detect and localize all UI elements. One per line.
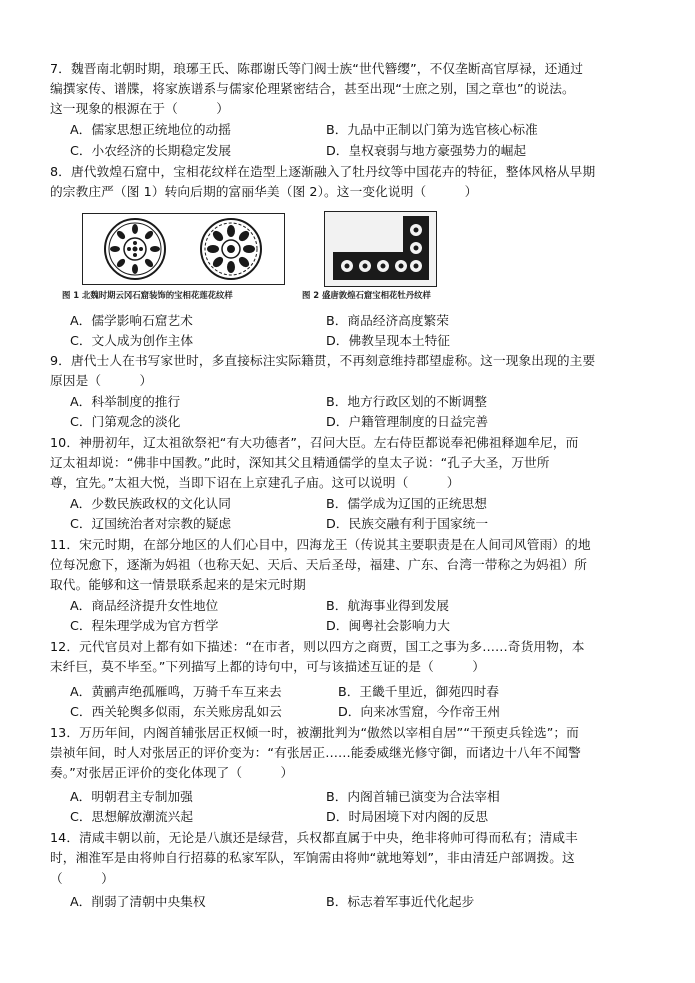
q8-option-b[interactable]: B．商品经济高度繁荣 [326, 313, 449, 328]
q8-option-a[interactable]: A．儒学影响石窟艺术 [70, 313, 193, 328]
q7-option-a[interactable]: A．儒家思想正统地位的动摇 [70, 122, 231, 137]
q11-option-c[interactable]: C．程朱理学成为官方哲学 [70, 618, 219, 633]
figure-1-lotus-pattern [82, 213, 285, 285]
q14-option-a[interactable]: A．削弱了清朝中央集权 [70, 894, 206, 909]
q12-stem-line-2: 末纤巨，莫不毕至。”下列描写上都的诗句中，可与该描述互证的是（ ） [50, 659, 486, 674]
figure-1-caption: 图 1 北魏时期云冈石窟装饰的宝相花莲花纹样 [62, 290, 233, 300]
q12-option-d[interactable]: D．向来冰雪窟，今作帝王州 [338, 704, 501, 719]
q13-stem-line-1: 13．万历年间，内阁首辅张居正权倾一时，被潮批判为“傲然以宰相自居”“干预吏兵铨选”；而 [50, 725, 579, 740]
q11-option-a[interactable]: A．商品经济提升女性地位 [70, 598, 219, 613]
q7-option-d[interactable]: D．皇权衰弱与地方豪强势力的崛起 [326, 143, 527, 158]
q12-option-a[interactable]: A．黄鹂声绝孤雁鸣，万骑千车互来去 [70, 684, 282, 699]
q10-option-b[interactable]: B．儒学成为辽国的正统思想 [326, 496, 487, 511]
q13-option-a[interactable]: A．明朝君主专制加强 [70, 789, 193, 804]
q9-option-b[interactable]: B．地方行政区划的不断调整 [326, 394, 487, 409]
q13-option-c[interactable]: C．思想解放潮流兴起 [70, 809, 194, 824]
q14-stem-line-1: 14．清咸丰朝以前，无论是八旗还是绿营，兵权都直属于中央，绝非将帅可得而私有；清咸丰 [50, 830, 578, 845]
q9-stem-line-1: 9．唐代士人在书写家世时，多直接标注实际籍贯，不再刻意维持郡望虚称。这一现象出现的主要 [50, 353, 596, 368]
q13-option-d[interactable]: D．时局困境下对内阁的反思 [326, 809, 489, 824]
q9-option-d[interactable]: D．户籍管理制度的日益完善 [326, 414, 489, 429]
q13-stem-line-3: 奏。”对张居正评价的变化体现了（ ） [50, 765, 294, 780]
q9-option-c[interactable]: C．门第观念的淡化 [70, 414, 181, 429]
q14-option-b[interactable]: B．标志着军事近代化起步 [326, 894, 475, 909]
figure-2-image [325, 212, 436, 286]
q10-stem-line-3: 尊，宜先。”太祖大悦，当即下诏在上京建孔子庙。这可以说明（ ） [50, 475, 460, 490]
q12-option-b[interactable]: B．王畿千里近，御苑四时春 [338, 684, 499, 699]
q7-stem-line-3: 这一现象的根源在于（ ） [50, 101, 230, 116]
q7-stem-line-2: 编撰家传、谱牒，将家族谱系与儒家伦理紧密结合，甚至出现“士庶之别，国之章也”的说法。 [50, 81, 575, 96]
q12-stem-line-1: 12．元代官员对上都有如下描述：“在市者，则以四方之商贾，国工之事为多……奇货用物，本 [50, 639, 585, 654]
q10-option-a[interactable]: A．少数民族政权的文化认同 [70, 496, 231, 511]
q11-stem-line-3: 取代。能够和这一情景联系起来的是宋元时期 [50, 577, 306, 592]
q11-stem-line-1: 11．宋元时期，在部分地区的人们心目中，四海龙王（传说其主要职责是在人间司风管雨）的地 [50, 537, 591, 552]
q8-stem-line-1: 8．唐代敦煌石窟中，宝相花纹样在造型上逐渐融入了牡丹纹等中国花卉的特征，整体风格从早期 [50, 164, 596, 179]
q7-option-b[interactable]: B．九品中正制以门第为选官核心标准 [326, 122, 538, 137]
q10-option-c[interactable]: C．辽国统治者对宗教的疑虑 [70, 516, 232, 531]
q14-stem-line-2: 时，湘淮军是由将帅自行招募的私家军队，军饷需由将帅“就地筹划”，非由清廷户部调拨。这 [50, 850, 575, 865]
q14-stem-line-3: （ ） [50, 871, 114, 886]
q11-stem-line-2: 位每况愈下，逐渐为妈祖（也称天妃、天后、天后圣母，福建、广东、台湾一带称之为妈祖）所 [50, 557, 588, 572]
figure-2-caption: 图 2 盛唐敦煌石窟宝相花牡丹纹样 [302, 290, 431, 300]
q7-stem-line-1: 7．魏晋南北朝时期，琅琊王氏、陈郡谢氏等门阀士族“世代簪缨”，不仅垄断高官厚禄，还通过 [50, 61, 584, 76]
q8-option-d[interactable]: D．佛教呈现本土特征 [326, 333, 450, 348]
q13-stem-line-2: 崇祯年间，时人对张居正的评价变为：“有张居正……能委威继光修守御，而诸边十八年不闻警 [50, 745, 581, 760]
q8-stem-line-2: 的宗教庄严（图 1）转向后期的富丽华美（图 2）。这一变化说明（ ） [50, 184, 478, 199]
q9-stem-line-2: 原因是（ ） [50, 373, 153, 388]
q11-option-b[interactable]: B．航海事业得到发展 [326, 598, 449, 613]
q10-stem-line-1: 10．神册初年，辽太祖欲祭祀“有大功德者”，召问大臣。左右侍臣都说奉祀佛祖释迦牟尼，而 [50, 435, 579, 450]
q9-option-a[interactable]: A．科举制度的推行 [70, 394, 181, 409]
q11-option-d[interactable]: D．闽粤社会影响力大 [326, 618, 450, 633]
q10-option-d[interactable]: D．民族交融有利于国家统一 [326, 516, 489, 531]
q13-option-b[interactable]: B．内阁首辅已演变为合法宰相 [326, 789, 500, 804]
figure-2-peony-pattern [324, 211, 437, 287]
q7-option-c[interactable]: C．小农经济的长期稳定发展 [70, 143, 232, 158]
figure-1-image [83, 214, 284, 284]
q12-option-c[interactable]: C．西关轮舆多似雨，东关账房乱如云 [70, 704, 282, 719]
q10-stem-line-2: 辽太祖却说：“佛非中国教。”此时，深知其父且精通儒学的皇太子说：“孔子大圣，万世所 [50, 455, 550, 470]
q8-option-c[interactable]: C．文人成为创作主体 [70, 333, 194, 348]
